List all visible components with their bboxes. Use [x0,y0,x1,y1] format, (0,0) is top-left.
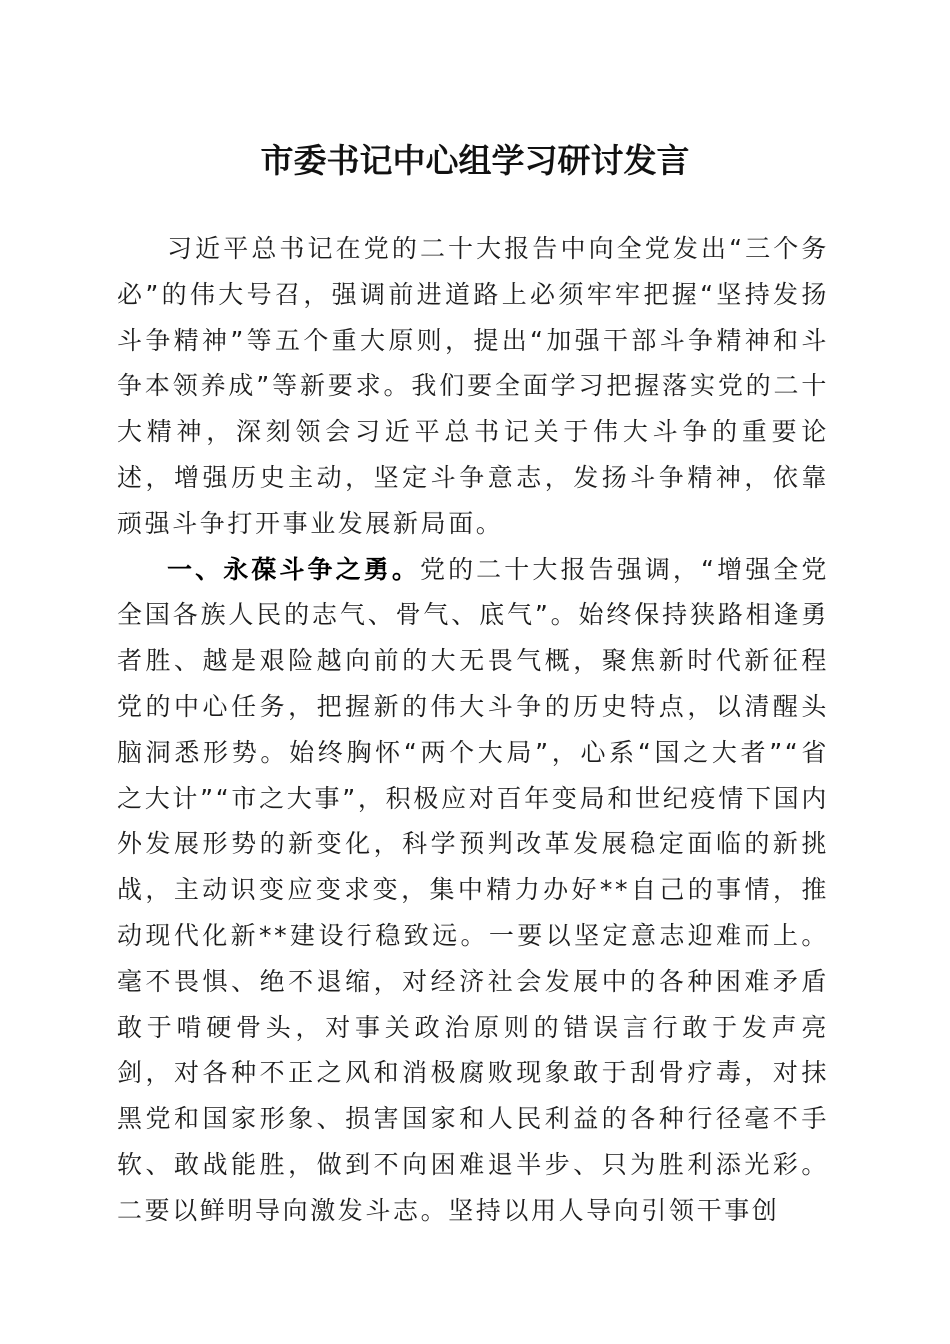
document-title: 市委书记中心组学习研讨发言 [260,141,690,180]
paragraph-intro [117,226,829,547]
paragraph-text: 党的二十大报告强调，“增强全党全国各族人民的志气、骨气、底气”。始终保持狭路相逢勇者胜、越是艰险越向前的大无畏气概，聚焦新时代新征程党的中心任务，把握新的伟大斗争的历史特点，以清醒头脑洞悉形势。始终胸怀“两个大局”，心系“国之大者”“省之大计”“市之大事”，积极应对百年变局和世纪疫情下国内外发展形势的新变化，科学预判改革发展稳定面临的新挑战，主动识变应变求变，集中精力办好**自己的事情，推动现代化新**建设行稳致远。一要以坚定意志迎难而上。毫不畏惧、绝不退缩，对经济社会发展中的各种困难矛盾敢于啃硬骨头，对事关政治原则的错误言行敢于发声亮剑，对各种不正之风和消极腐败现象敢于刮骨疗毒，对抹黑党和国家形象、损害国家和人民利益的各种行径毫不手软、敢战能胜，做到不向困难退半步、只为胜利添光彩。二要以鲜明导向激发斗志。坚持以用人导向引领干事创 [117,554,830,1225]
paragraph-text: 习近平总书记在党的二十大报告中向全党发出“三个务必”的伟大号召，强调前进道路上必须牢牢把握“坚持发扬斗争精神”等五个重大原则，提出“加强干部斗争精神和斗争本领养成”等新要求。我们要全面学习把握落实党的二十大精神，深刻领会习近平总书记关于伟大斗争的重要论述，增强历史主动，坚定斗争意志，发扬斗争精神，依靠顽强斗争打开事业发展新局面。 [117,234,829,538]
paragraph-section-1 [117,547,829,1234]
section-heading: 一、永葆斗争之勇。 [167,554,420,584]
document-body [117,226,829,1234]
